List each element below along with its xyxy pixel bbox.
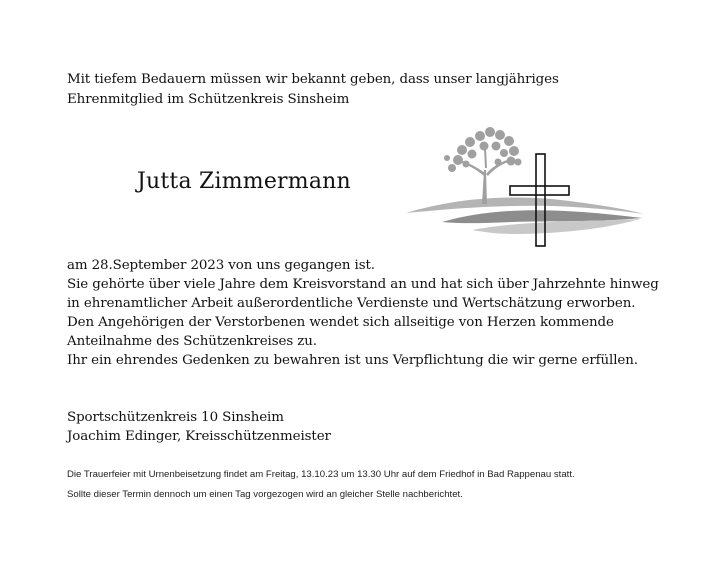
body-line-6: Ihr ein ehrendes Gedenken zu bewahren ist uns Verpflichtung die wir gerne erfüllen. [67,353,638,368]
body-line-4: Den Angehörigen der Verstorbenen wendet sich allseitige von Herzen kommende [67,315,614,330]
signature-person: Joachim Edinger, Kreisschützenmeister [67,429,331,444]
footnote-line-2: Sollte dieser Termin dennoch um einen Tag vorgezogen wird an gleicher Stelle nachberichtet. [67,489,463,500]
body-line-2: Sie gehörte über viele Jahre dem Kreisvorstand an und hat sich über Jahrzehnte hinweg [67,277,659,292]
footnote-line-1: Die Trauerfeier mit Urnenbeisetzung findet am Freitag, 13.10.23 um 13.30 Uhr auf dem Friedhof in Bad Rappenau statt. [67,469,575,480]
body-line-1: am 28.September 2023 von uns gegangen ist. [67,258,375,273]
deceased-name: Jutta Zimmermann [137,169,351,194]
body-line-3: in ehrenamtlicher Arbeit außerordentliche Verdienste und Wertschätzung erworben. [67,296,636,311]
intro-line-1: Mit tiefem Bedauern müssen wir bekannt geben, dass unser langjähriges [67,72,559,87]
signature-organization: Sportschützenkreis 10 Sinsheim [67,410,284,425]
intro-line-2: Ehrenmitglied im Schützenkreis Sinsheim [67,92,350,107]
memorial-ornament [402,118,648,252]
landscape-waves-icon [406,197,644,234]
body-line-5: Anteilnahme des Schützenkreises zu. [67,334,317,349]
